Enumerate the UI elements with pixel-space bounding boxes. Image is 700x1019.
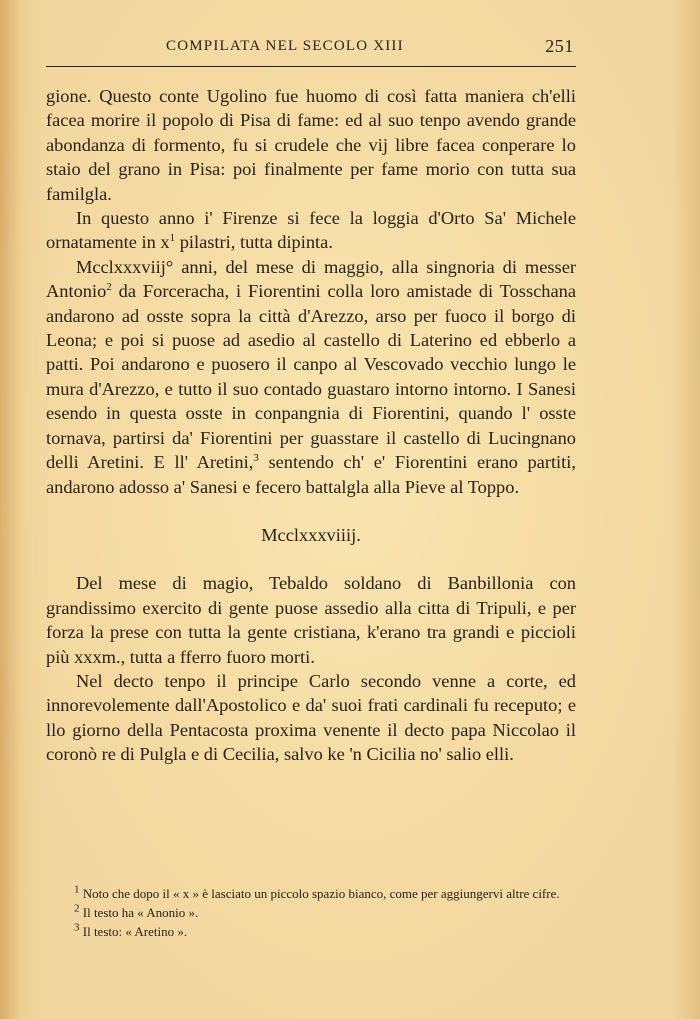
paragraph-arezzo-text-c: sentendo ch' e' Fiorentini erano partiti, andarono adosso a' Sanesi e fecero battalgla alla Pieve al Toppo. [46,452,576,497]
footnote-2 [46,903,576,922]
paragraph-loggia-tail: pilastri, tutta dipinta. [175,232,333,253]
paragraph-arezzo-text-a: Mcclxxxviij° anni, del mese di maggio, alla singnoria di messer Antonio [46,256,576,302]
paragraph-loggia [46,206,576,255]
footnote-2-mark: 2 [74,902,80,915]
footnote-1 [46,884,576,903]
footnotes [46,884,576,941]
year-heading: Mcclxxxviiij. [261,524,361,545]
page-number: 251 [545,36,574,56]
footnote-3-mark: 3 [74,921,80,934]
footnote-ref-3: 3 [253,451,259,464]
paragraph-tripoli: Del mese di magio, Tebaldo soldano di Banbillonia con grandissimo exercito di gente puose assedio alla citta di Tripuli, e per forza la prese con tutta la gente cristiana, k'erano tra grandi e piccioli più xxxm., tutta a fferro fuoro morti. [46,573,576,667]
footnote-2-text: Il testo ha « Anonio ». [79,905,199,920]
paragraph-arezzo [46,255,576,499]
book-page [46,36,576,939]
main-text [46,84,576,767]
paragraph-ugolino: gione. Questo conte Ugolino fue huomo di così fatta maniera ch'elli facea morire il popolo di Pisa di fame: ed al suo tenpo avendo grande abondanza di formento, fu si crudele che vij libre facea conperare lo staio del grano in Pisa: poi finalmente per fame morio con tutta sua familgla. [46,86,576,204]
running-head [46,36,574,62]
header-rule [46,66,576,67]
paragraph-arezzo-text-b: da Forceracha, i Fiorentini colla loro amistade di Tosschana andarono ad osste sopra la città d'Arezzo, arso per fuoco il borgo di Leona; e poi si puose ad asedio al castello di Laterino ed ebberlo a patti. Poi andarono e puosero il canpo al Vescovado vecchio lungo le mura d'Arezzo, e tutto il suo contado guastaro intorno intorno. I Sanesi esendo in questa osste in conpangnia di Fiorentini, quando l' osste tornava, partirsi da' Fiorentini per guasstare il castello di Lucingnano delli Aretini. E ll' Aretini, [46,281,576,473]
paragraph-carlo: Nel decto tenpo il principe Carlo secondo venne a corte, ed innorevolemente dall'Apostolico e da' suoi frati cardinali fu receputo; e llo giorno della Pentacosta proxima venente il decto papa Niccolao il coronò re di Pulgla e di Cecilia, salvo ke 'n Cicilia no' salio elli. [46,670,576,765]
footnote-3 [46,922,576,941]
footnote-1-mark: 1 [74,883,80,896]
paragraph-loggia-text: In questo anno i' Firenze si fece la loggia d'Orto Sa' Michele ornatamente in x [46,208,576,253]
footnote-1-text: Noto che dopo il « x » è lasciato un piccolo spazio bianco, come per aggiungervi altre cifre. [79,886,560,901]
footnote-ref-1: 1 [169,232,176,245]
running-title: COMPILATA NEL SECOLO XIII [166,38,404,54]
footnote-3-text: Il testo: « Aretino ». [79,924,188,939]
footnote-ref-2: 2 [106,281,112,294]
